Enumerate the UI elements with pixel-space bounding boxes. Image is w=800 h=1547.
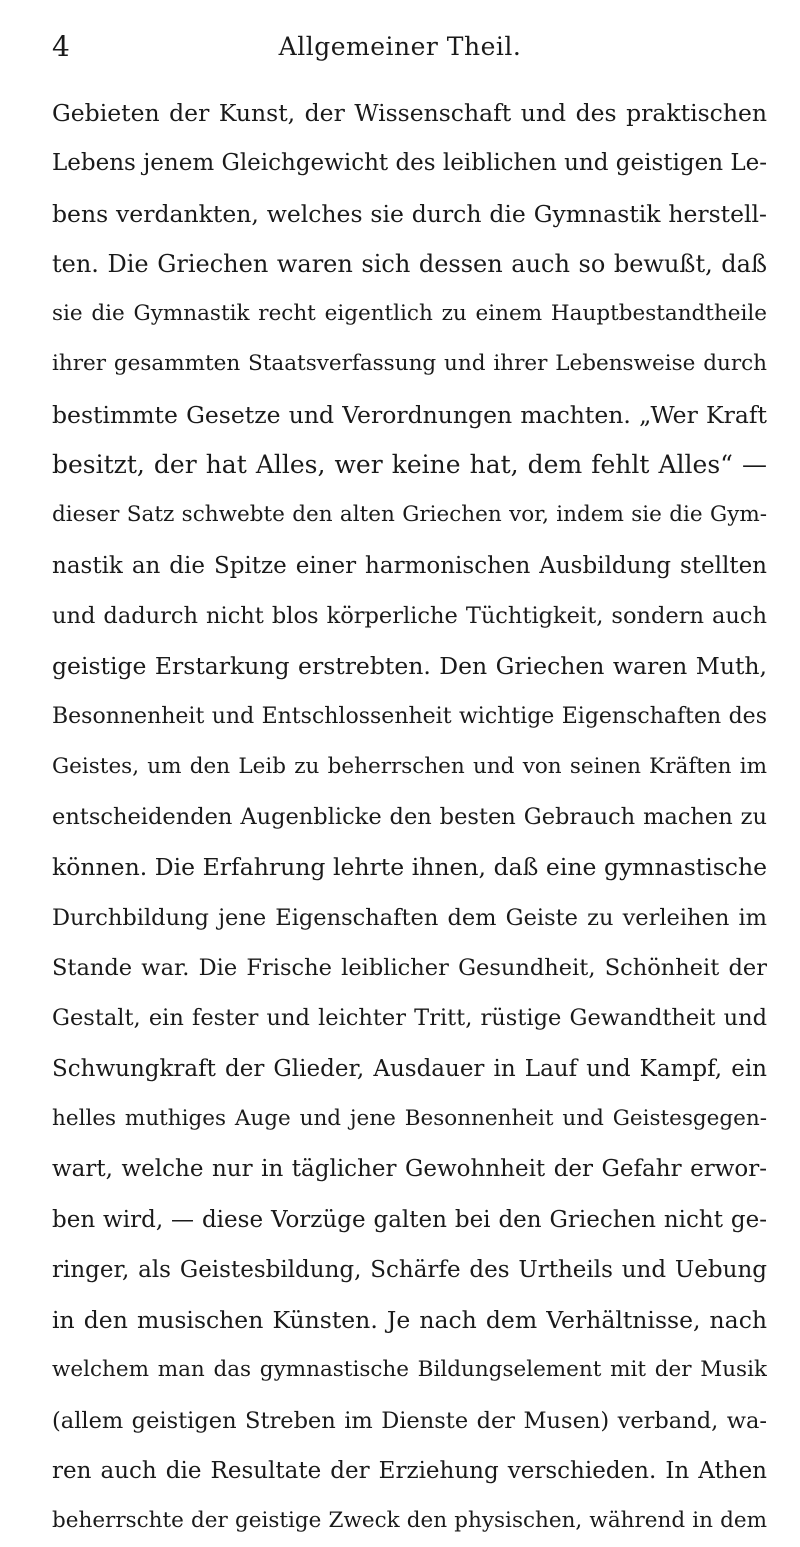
text-line: ringer, als Geistesbildung, Schärfe des Urtheils und Uebung	[52, 1256, 767, 1283]
running-head: Allgemeiner Theil.	[278, 32, 522, 61]
text-line: können. Die Erfahrung lehrte ihnen, daß eine gymnastische	[52, 853, 767, 882]
text-line: beherrschte der geistige Zweck den physischen, während in dem	[52, 1508, 767, 1534]
text-line: entscheidenden Augenblicke den besten Gebrauch machen zu	[52, 804, 767, 831]
text-line: bestimmte Gesetze und Verordnungen machten. „Wer Kraft	[52, 400, 767, 429]
text-line: ten. Die Griechen waren sich dessen auch so bewußt, daß	[52, 249, 767, 278]
text-line: ben wird, — diese Vorzüge galten bei den Griechen nicht ge-	[52, 1206, 767, 1233]
page-number: 4	[52, 30, 70, 63]
text-line: Gestalt, ein fester und leichter Tritt, rüstige Gewandtheit und	[52, 1005, 767, 1032]
text-line: helles muthiges Auge und jene Besonnenheit und Geistesgegen-	[52, 1105, 767, 1131]
text-line: und dadurch nicht blos körperliche Tüchtigkeit, sondern auch	[52, 602, 767, 629]
text-line: Schwungkraft der Glieder, Ausdauer in Lauf und Kampf, ein	[52, 1055, 767, 1082]
text-line: Besonnenheit und Entschlossenheit wichtige Eigenschaften des	[52, 703, 767, 729]
text-line: Gebieten der Kunst, der Wissenschaft und des praktischen	[52, 99, 767, 127]
text-line: geistige Erstarkung erstrebten. Den Griechen waren Muth,	[52, 652, 767, 681]
text-line: welchem man das gymnastische Bildungselement mit der Musik	[52, 1357, 767, 1383]
text-line: in den musischen Künsten. Je nach dem Verhältnisse, nach	[52, 1306, 767, 1335]
text-line: ihrer gesammten Staatsverfassung und ihrer Lebensweise durch	[52, 351, 767, 377]
text-line: (allem geistigen Streben im Dienste der Musen) verband, wa-	[52, 1407, 767, 1434]
text-line: dieser Satz schwebte den alten Griechen vor, indem sie die Gym-	[52, 502, 767, 528]
text-line: bens verdankten, welches sie durch die Gymnastik herstell-	[52, 199, 767, 228]
text-line: sie die Gymnastik recht eigentlich zu einem Hauptbestandtheile	[52, 301, 767, 327]
body-text	[52, 88, 767, 1547]
text-line: Geistes, um den Leib zu beherrschen und von seinen Kräften im	[52, 753, 767, 779]
text-line: nastik an die Spitze einer harmonischen Ausbildung stellten	[52, 552, 767, 579]
text-line: besitzt, der hat Alles, wer keine hat, dem fehlt Alles“ —	[52, 450, 767, 480]
text-line: Stande war. Die Frische leiblicher Gesundheit, Schönheit der	[52, 955, 767, 982]
text-line: ren auch die Resultate der Erziehung verschieden. In Athen	[52, 1458, 767, 1485]
text-line: Lebens jenem Gleichgewicht des leiblichen und geistigen Le-	[52, 150, 767, 177]
text-line: Durchbildung jene Eigenschaften dem Geiste zu verleihen im	[52, 904, 767, 931]
text-line: wart, welche nur in täglicher Gewohnheit der Gefahr erwor-	[52, 1156, 767, 1183]
